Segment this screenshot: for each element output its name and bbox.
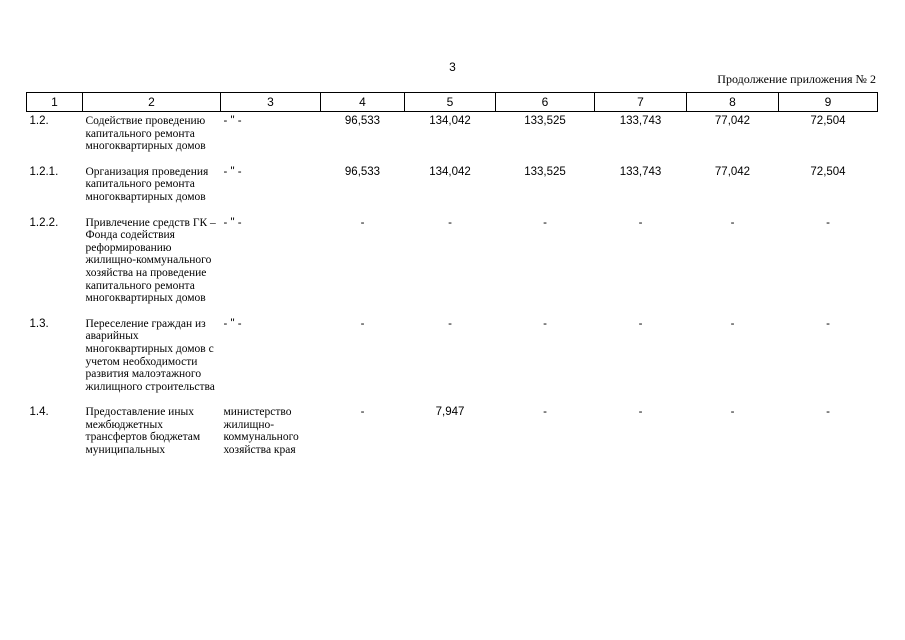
row-number: 1.4. [29, 406, 49, 419]
row-value-col-4: - [360, 216, 365, 229]
appendix-table [26, 92, 878, 467]
row-name: Содействие проведению капитального ремонта многоквартирных домов [85, 115, 206, 153]
row-executor: - " - [223, 115, 242, 127]
row-value-col-9: - [826, 406, 830, 419]
row-value-col-6: 133,525 [524, 165, 566, 178]
row-executor: - " - [223, 216, 242, 229]
header-col-2: 2 [83, 93, 221, 112]
row-value-col-5: 134,042 [429, 115, 471, 127]
row-value-col-7: - [638, 216, 643, 229]
row-value-col-9: - [826, 216, 830, 229]
row-value-col-8: - [730, 216, 735, 229]
table-row [27, 214, 878, 315]
row-value-col-6: - [543, 406, 547, 419]
row-number: 1.2.1. [29, 165, 59, 178]
row-value-col-7: - [638, 406, 643, 419]
row-value-col-6: - [543, 317, 547, 330]
row-value-col-9: 72,504 [810, 165, 846, 178]
header-col-6: 6 [496, 93, 595, 112]
row-name: Переселение граждан из аварийных многоквартирных домов с учетом необходимости развития малоэтажного жилищного строительства [85, 317, 215, 393]
page-number: 3 [449, 60, 456, 74]
row-value-col-8: - [730, 317, 735, 330]
header-col-4: 4 [321, 93, 405, 112]
row-value-col-9: - [826, 317, 830, 330]
row-value-col-7: 133,743 [619, 165, 662, 178]
row-name: Привлечение средств ГК – Фонда содействия реформированию жилищно-коммунального хозяйства на проведение капитального ремонта многоквартирных домов [85, 216, 216, 305]
header-col-5: 5 [405, 93, 496, 112]
row-value-col-4: - [360, 317, 365, 330]
header-col-9: 9 [779, 93, 878, 112]
row-value-col-8: 77,042 [714, 165, 751, 178]
row-value-col-5: - [448, 317, 452, 330]
row-value-col-8: 77,042 [714, 115, 751, 127]
header-col-3: 3 [221, 93, 321, 112]
row-value-col-5: 134,042 [429, 165, 471, 178]
row-executor: министерство жилищно-коммунального хозяйства края [223, 406, 299, 457]
table-row [27, 112, 878, 163]
row-number: 1.2. [29, 115, 49, 127]
row-executor: - " - [223, 317, 242, 330]
row-value-col-4: 96,533 [344, 165, 381, 178]
row-value-col-8: - [730, 406, 735, 419]
header-row [27, 93, 878, 112]
row-value-col-7: - [638, 317, 643, 330]
row-value-col-7: 133,743 [619, 115, 662, 127]
row-value-col-5: - [448, 216, 452, 229]
row-number: 1.3. [29, 317, 49, 330]
row-number: 1.2.2. [29, 216, 59, 229]
row-name: Организация проведения капитального ремонта многоквартирных домов [85, 165, 209, 203]
row-name: Предоставление иных межбюджетных трансфертов бюджетам муниципальных [85, 406, 201, 457]
header-col-7: 7 [595, 93, 687, 112]
row-value-col-5: 7,947 [435, 406, 465, 419]
row-executor: - " - [223, 165, 242, 178]
continuation-note: Продолжение приложения № 2 [717, 72, 876, 86]
row-value-col-6: - [543, 216, 547, 229]
header-col-1: 1 [27, 93, 83, 112]
row-value-col-6: 133,525 [524, 115, 566, 127]
row-value-col-4: - [360, 406, 365, 419]
header-col-8: 8 [687, 93, 779, 112]
table-row [27, 403, 878, 466]
table-row [27, 163, 878, 214]
table-row [27, 315, 878, 404]
row-value-col-9: 72,504 [810, 115, 846, 127]
row-value-col-4: 96,533 [344, 115, 381, 127]
